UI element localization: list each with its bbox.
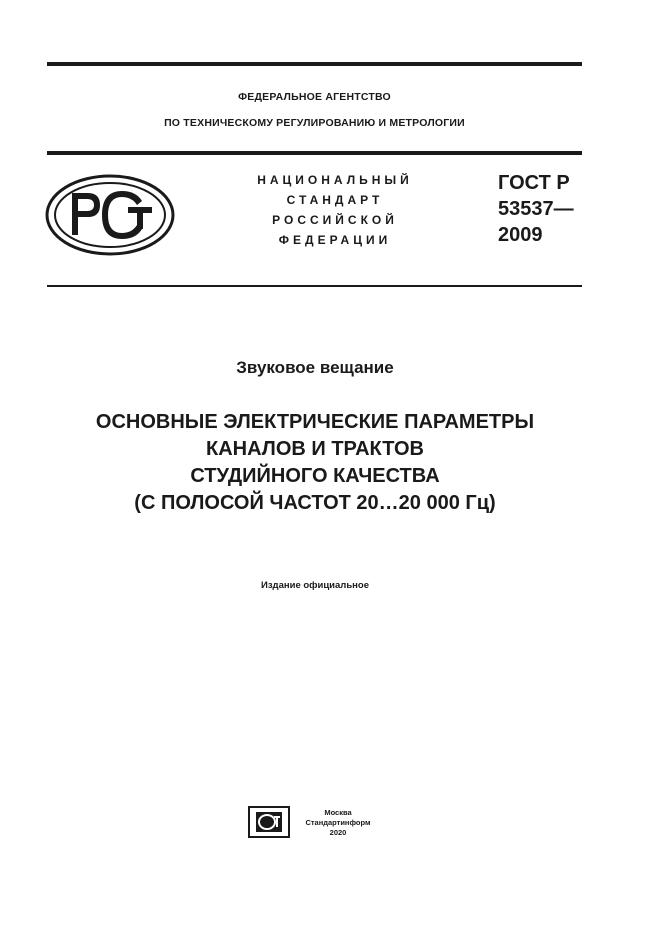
divider-rule — [47, 285, 582, 287]
designation-line-2: 53537— — [498, 198, 574, 220]
standartinform-logo-icon — [248, 806, 290, 838]
title-line-3: СТУДИЙНОГО КАЧЕСТВА — [190, 465, 440, 487]
agency-line-2: ПО ТЕХНИЧЕСКОМУ РЕГУЛИРОВАНИЮ И МЕТРОЛОГИИ — [164, 117, 465, 129]
rst-logo-icon — [44, 173, 176, 257]
agency-line-1: ФЕДЕРАЛЬНОЕ АГЕНТСТВО — [238, 91, 391, 103]
title-line-1: ОСНОВНЫЕ ЭЛЕКТРИЧЕСКИЕ ПАРАМЕТРЫ — [95, 411, 535, 433]
standard-type-line-3: РОССИЙСКОЙ — [272, 213, 398, 227]
title-line-2: КАНАЛОВ И ТРАКТОВ — [206, 438, 424, 460]
standard-type-line-1: НАЦИОНАЛЬНЫЙ — [257, 173, 413, 187]
header-rule — [47, 151, 582, 155]
title-line-4: (С ПОЛОСОЙ ЧАСТОТ 20…20 000 Гц) — [134, 492, 496, 514]
standard-type-line-2: СТАНДАРТ — [286, 193, 384, 207]
designation-line-1: ГОСТ Р — [498, 172, 570, 194]
designation-line-3: 2009 — [498, 224, 543, 246]
publisher-city: Москва — [324, 808, 352, 817]
edition-label: Издание официальное — [261, 580, 369, 591]
top-rule — [47, 62, 582, 66]
publisher-year: 2020 — [329, 828, 347, 837]
standard-type-line-4: ФЕДЕРАЦИИ — [278, 233, 392, 247]
publisher-name: Стандартинформ — [305, 818, 371, 827]
subject-heading: Звуковое вещание — [236, 358, 394, 377]
